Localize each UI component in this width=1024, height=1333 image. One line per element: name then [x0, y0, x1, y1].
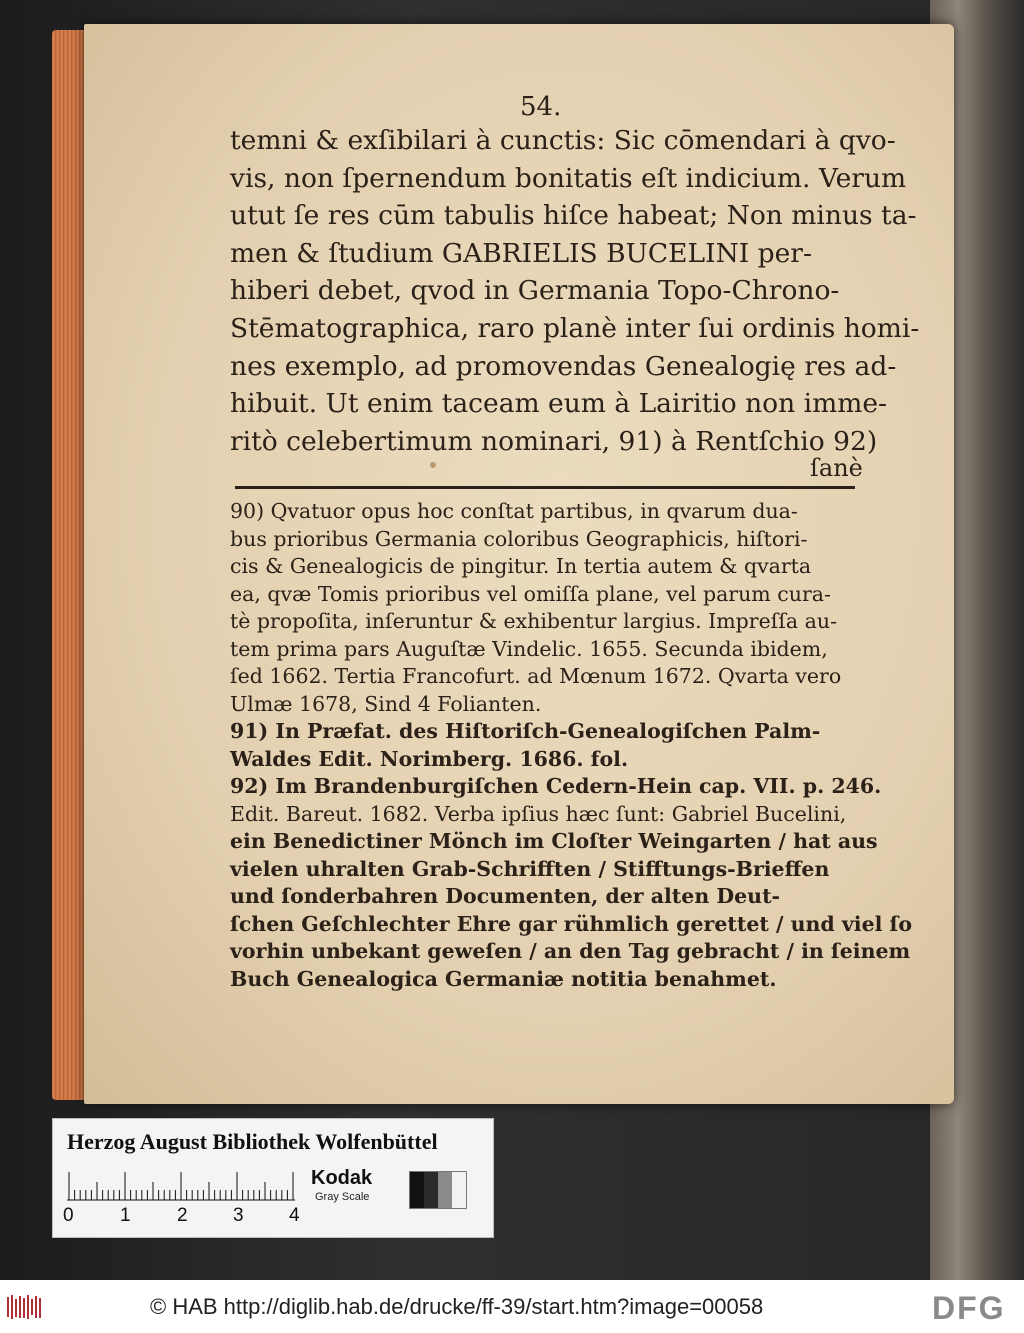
dfg-logo: DFG	[932, 1290, 1006, 1326]
catchword: ſanè	[810, 454, 863, 482]
main-line: utut ſe res cūm tabulis hiſce habeat; Non minus ta-	[230, 200, 917, 232]
footnote-line: vorhin unbekant geweſen / an den Tag gebracht / in ſeinem	[230, 939, 911, 963]
main-line: men & ſtudium GABRIELIS BUCELINI per-	[230, 237, 812, 269]
footnote-line: Buch Genealogica Germaniæ notitia benahmet.	[230, 966, 777, 991]
footnote-line: tem prima pars Auguſtæ Vindelic. 1655. Secunda ibidem,	[230, 636, 828, 661]
footnote-line: ſchen Geſchlechter Ehre gar rühmlich gerettet / und viel ſo	[230, 911, 913, 936]
ruler-number: 2	[177, 1205, 188, 1226]
footnote-line: 90) Qvatuor opus hoc conſtat partibus, in qvarum dua-	[230, 499, 798, 523]
main-line: hiberi debet, qvod in Germania Topo-Chrono-	[230, 275, 840, 307]
footnote-line: 91) In Præfat. des Hiſtoriſch-Genealogiſchen Palm-	[230, 719, 821, 743]
footnote-line: Edit. Bareut. 1682. Verba ipſius hæc ſunt: Gabriel Bucelini,	[230, 801, 847, 826]
gray-scale-patches	[409, 1171, 467, 1209]
ruler-number: 0	[63, 1205, 74, 1226]
footnote-line: ein Benedictiner Mönch im Cloſter Weingarten / hat aus	[230, 829, 878, 853]
footnotes	[230, 498, 913, 993]
footnote-line: cis & Genealogicis de pingitur. In tertia autem & qvarta	[230, 554, 812, 578]
ink-dot	[430, 462, 436, 468]
footnote-line: ſed 1662. Tertia Francofurt. ad Mœnum 1672. Qvarta vero	[230, 664, 842, 688]
library-name: Herzog August Bibliothek Wolfenbüttel	[67, 1129, 438, 1154]
library-label	[52, 1118, 494, 1238]
main-line: vis, non ſpernendum bonitatis eſt indicium. Verum	[230, 162, 907, 194]
citation-link[interactable]: © HAB http://diglib.hab.de/drucke/ff-39/start.htm?image=00058	[150, 1294, 764, 1319]
gray-patch	[410, 1172, 424, 1208]
footnote-line: 92) Im Brandenburgiſchen Cedern-Hein cap. VII. p. 246.	[230, 774, 882, 798]
main-line: nes exemplo, ad promovendas Genealogię res ad-	[230, 350, 897, 382]
gray-patch	[424, 1172, 438, 1208]
footnote-line: bus prioribus Germania coloribus Geographicis, hiſtori-	[230, 526, 808, 551]
main-line: ritò celebertimum nominari, 91) à Rentſchio 92)	[230, 425, 878, 457]
footnote-line: ea, qvæ Tomis prioribus vel omiſſa plane, vel parum cura-	[230, 581, 831, 606]
footnote-line: Waldes Edit. Norimberg. 1686. fol.	[230, 746, 629, 771]
ruler-number: 3	[233, 1205, 244, 1226]
footnote-line: und ſonderbahren Documenten, der alten Deut-	[230, 884, 781, 908]
scale-ruler	[67, 1171, 297, 1201]
footnote-rule	[235, 486, 855, 489]
kodak-logo: Kodak	[311, 1167, 373, 1189]
kodak-subtitle: Gray Scale	[315, 1191, 370, 1203]
page-number: 54.	[520, 92, 562, 122]
ruler-number: 1	[120, 1205, 131, 1226]
footnote-line: vielen uhralten Grab-Schrifften / Stifftungs-Brieffen	[230, 856, 830, 881]
ruler-number: 4	[289, 1205, 300, 1226]
main-text	[230, 122, 920, 460]
main-line: temni & exſibilari à cunctis: Sic cōmendari à qvo-	[230, 125, 896, 156]
footnote-line: tè propoſita, inſeruntur & exhibentur largius. Impreſſa au-	[230, 609, 837, 633]
main-line: hibuit. Ut enim taceam eum à Lairitio non imme-	[230, 388, 887, 420]
footnote-line: Ulmæ 1678, Sind 4 Folianten.	[230, 691, 542, 716]
gray-patch	[452, 1172, 466, 1208]
barcode-logo-icon	[6, 1293, 46, 1321]
main-line: Stēmatographica, raro planè inter ſui ordinis homi-	[230, 312, 920, 344]
gray-patch	[438, 1172, 452, 1208]
